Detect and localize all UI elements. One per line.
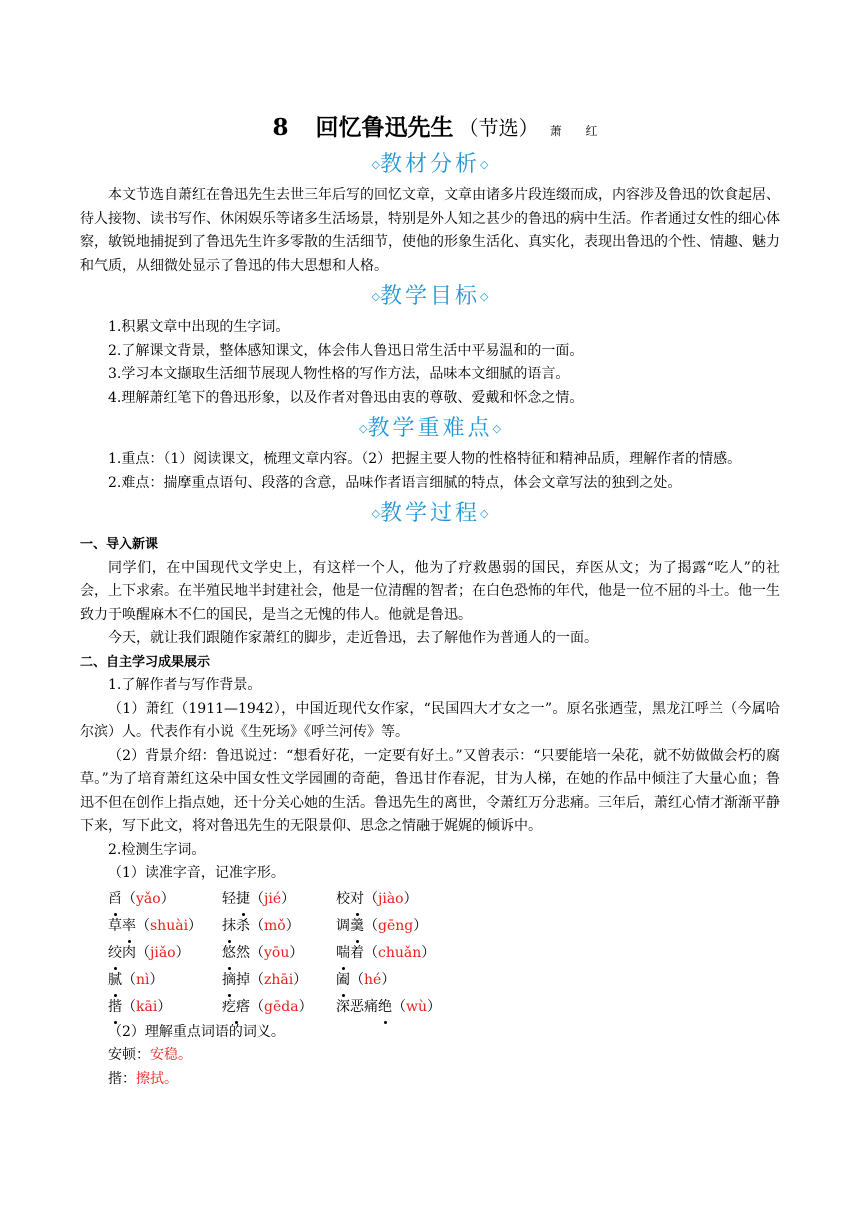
definition-term: 揩： (108, 1070, 136, 1087)
process-part2-heading: 二、自主学习成果展示 (80, 654, 211, 670)
analysis-paragraph: 本文节选自萧红在鲁迅先生去世三年后写的回忆文章，文章由诸多片段连缀而成，内容涉及鲁迅的饮食起居、待人接物、读书写作、休闲娱乐等诸多生活场景，特别是外人知之甚少的鲁迅的病中生活。作者通过女性的细心体察，敏锐地捕捉到了鲁迅先生许多零散的生活细节，使他的形象生活化、真实化，表现出鲁迅的个性、情趣、魅力和气质，从细微处显示了鲁迅的伟大思想和人格。 (80, 187, 780, 274)
goal-item: 3.学习本文撷取生活细节展现人物性格的写作方法，品味本文细腻的语言。 (108, 366, 570, 382)
study-subitem: （2）理解重点词语的词义。 (108, 1023, 285, 1040)
vocab-entry: 舀（yǎo） (108, 886, 222, 913)
vocab-entry: 抹杀（mǒ） (222, 913, 336, 940)
vocab-entry: 喘着（chuǎn） (336, 940, 476, 967)
vocab-target-char: 捷 (236, 886, 250, 913)
vocab-pinyin: mǒ (264, 917, 286, 934)
section-heading-analysis: ◇教材分析◇ (371, 152, 489, 177)
process-part1-heading: 一、导入新课 (80, 537, 159, 552)
diamond-icon: ◇ (480, 290, 489, 303)
document-page (80, 110, 780, 1091)
vocab-pinyin: jié (264, 890, 282, 907)
vocab-entry: 悠然（yōu） (222, 940, 336, 967)
background-paragraph: （2）背景介绍：鲁迅说过：“想看好花，一定要有好土。”又曾表示：“只要能培一朵花，就不妨做做会朽的腐草。”为了培育萧红这朵中国女性文学园圃的奇葩，鲁迅甘作春泥，甘为人梯，在她的作品中倾注了大量心血；鲁迅不但在创作上指点她，还十分关心她的生活。鲁迅先生的离世，令萧红万分悲痛。三年后，萧红心情才渐渐平静下来，写下此文，将对鲁迅先生的无限景仰、思念之情融于娓娓的倾诉中。 (80, 747, 780, 834)
vocab-pinyin: gēda (264, 998, 299, 1015)
vocab-entry: 摘掉（zhāi） (222, 967, 336, 994)
section-heading-process: ◇教学过程◇ (371, 501, 489, 526)
vocab-pinyin: shuài (150, 917, 189, 934)
vocab-row (80, 967, 780, 994)
definition-item (80, 1068, 780, 1092)
vocab-entry: 疙瘩（gēda） (222, 994, 336, 1021)
definition-meaning: 安稳。 (150, 1047, 192, 1063)
study-item: 1.了解作者与写作背景。 (108, 677, 262, 693)
vocab-row (80, 940, 780, 967)
vocab-target-char: 阖 (336, 967, 350, 994)
vocab-entry: 腻（nì） (108, 967, 222, 994)
definition-term: 安顿： (108, 1047, 150, 1063)
vocab-pinyin: wù (406, 998, 427, 1015)
vocab-pinyin: chuǎn (378, 944, 422, 961)
vocab-pinyin: hé (364, 971, 382, 988)
vocab-row (80, 994, 780, 1021)
lesson-main-title: 回忆鲁迅先生 (315, 115, 454, 141)
vocab-row (80, 913, 780, 940)
diamond-icon: ◇ (480, 507, 489, 520)
vocab-target-char: 疙瘩 (222, 994, 250, 1021)
vocab-target-char: 绝 (378, 994, 392, 1021)
vocab-entry: 阖（hé） (336, 967, 476, 994)
vocab-target-char: 绞 (108, 940, 122, 967)
vocab-list (80, 886, 780, 1021)
vocab-pinyin: nì (136, 971, 150, 988)
vocab-pinyin: yōu (264, 944, 290, 961)
goal-item: 1.积累文章中出现的生字词。 (108, 319, 290, 335)
key-point-item: 1.重点：（1）阅读课文，梳理文章内容。（2）把握主要人物的性格特征和精神品质，理解作者的情感。 (108, 451, 742, 467)
intro-paragraph: 同学们，在中国现代文学史上，有这样一个人，他为了疗救愚弱的国民，弃医从文；为了揭露“吃人”的社会，上下求索。在半殖民地半封建社会，他是一位清醒的智者；在白色恐怖的年代，他是一位不屈的斗士。他一生致力于唤醒麻木不仁的国民，是当之无愧的伟人。他就是鲁迅。 (80, 559, 780, 623)
vocab-target-char: 舀 (108, 886, 122, 913)
author-intro-paragraph: （1）萧红（1911—1942），中国近现代女作家，“民国四大才女之一”。原名张迺莹，黑龙江呼兰（今属哈尔滨）人。代表作有小说《生死场》《呼兰河传》等。 (80, 700, 780, 740)
vocab-target-char: 揩 (108, 994, 122, 1021)
vocab-target-char: 率 (122, 913, 136, 940)
study-item: 2.检测生字词。 (108, 841, 206, 858)
section-heading-goals: ◇教学目标◇ (371, 284, 489, 309)
vocab-pinyin: jiǎo (150, 944, 176, 961)
vocab-target-char: 对 (350, 886, 364, 913)
vocab-pinyin: jiào (378, 890, 404, 907)
vocab-entry: 调羹（gēng） (336, 913, 476, 940)
vocab-target-char: 悠 (222, 940, 236, 967)
vocab-target-char: 摘 (222, 967, 236, 994)
diamond-icon: ◇ (359, 422, 368, 435)
vocab-entry: 轻捷（jié） (222, 886, 336, 913)
section-heading-key-points: ◇教学重难点◇ (359, 416, 501, 441)
vocab-pinyin: kāi (136, 998, 158, 1015)
key-point-item: 2.难点：揣摩重点语句、段落的含意，品味作者语言细腻的特点，体会文章写法的独到之处。 (108, 474, 682, 491)
diamond-icon: ◇ (480, 158, 489, 171)
vocab-entry: 深恶痛绝（wù） (336, 994, 476, 1021)
study-subitem: （1）读准字音，记准字形。 (108, 865, 285, 881)
vocab-target-char: 喘 (336, 940, 350, 967)
vocab-target-char: 羹 (350, 913, 364, 940)
vocab-entry: 揩（kāi） (108, 994, 222, 1021)
diamond-icon: ◇ (371, 290, 380, 303)
goal-item: 2.了解课文背景，整体感知课文，体会伟人鲁迅日常生活中平易温和的一面。 (108, 342, 584, 359)
diamond-icon: ◇ (492, 422, 501, 435)
vocab-entry: 校对（jiào） (336, 886, 476, 913)
lesson-title (100, 110, 780, 146)
vocab-pinyin: zhāi (264, 971, 294, 988)
vocab-target-char: 腻 (108, 967, 122, 994)
vocab-pinyin: gēng (378, 917, 414, 934)
lesson-author: 萧 红 (549, 124, 608, 138)
goal-item: 4.理解萧红笔下的鲁迅形象，以及作者对鲁迅由衷的尊敬、爱戴和怀念之情。 (108, 389, 584, 406)
definition-list (80, 1044, 780, 1091)
lesson-subtitle: （节选） (458, 116, 539, 140)
vocab-entry: 绞肉（jiǎo） (108, 940, 222, 967)
vocab-target-char: 抹 (222, 913, 236, 940)
vocab-entry: 草率（shuài） (108, 913, 222, 940)
vocab-row (80, 886, 780, 913)
intro-paragraph: 今天，就让我们跟随作家萧红的脚步，走近鲁迅，去了解他作为普通人的一面。 (108, 630, 598, 646)
diamond-icon: ◇ (371, 507, 380, 520)
vocab-pinyin: yǎo (136, 890, 161, 907)
definition-item (80, 1044, 780, 1068)
definition-meaning: 擦拭。 (136, 1070, 178, 1087)
lesson-number: 8 (272, 114, 289, 141)
diamond-icon: ◇ (371, 158, 380, 171)
